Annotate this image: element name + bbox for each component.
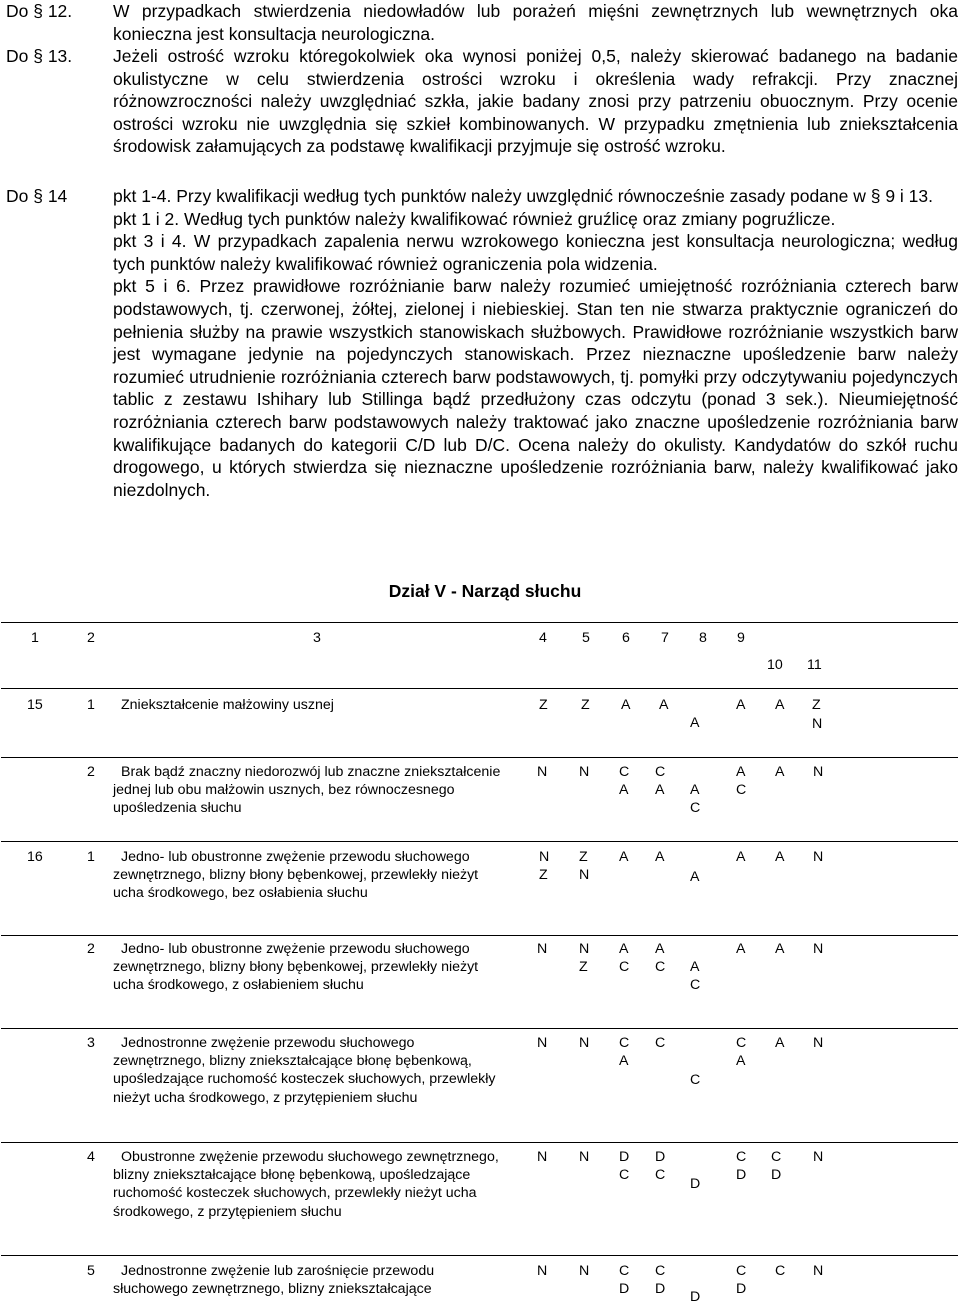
- cat-cell: A: [621, 697, 631, 713]
- cat-cell: Z N: [812, 697, 823, 732]
- cat-cell: D: [690, 1289, 701, 1305]
- cat-cell: N Z: [579, 941, 590, 976]
- note-label: Do § 12.: [6, 1, 73, 21]
- header-cell: 5: [582, 630, 590, 646]
- cat-cell: N: [813, 1263, 824, 1279]
- cat-cell: N: [579, 1149, 590, 1165]
- table-border: [1, 935, 958, 936]
- cat-cell: A: [655, 849, 665, 865]
- note-label: Do § 14: [6, 186, 68, 206]
- header-cell: 1: [31, 630, 39, 646]
- cat-cell: N: [579, 764, 590, 780]
- cat-cell: A: [736, 849, 746, 865]
- cat-cell: C A: [736, 1035, 747, 1070]
- cat-cell: Z N: [579, 849, 590, 884]
- header-cell: 11: [807, 657, 822, 673]
- cat-cell: A C: [619, 941, 630, 976]
- table-border: [1, 1255, 958, 1256]
- cat-cell: N: [537, 1263, 548, 1279]
- row-subnumber: 3: [87, 1035, 95, 1051]
- cat-cell: N: [537, 941, 548, 957]
- cat-cell: N: [579, 1263, 590, 1279]
- note-paragraph: pkt 1-4. Przy kwalifikacji według tych punktów należy uwzględnić równocześnie zasady podane w § 9 i 13.: [113, 186, 934, 206]
- cat-cell: N Z: [539, 849, 550, 884]
- cat-cell: A: [736, 941, 746, 957]
- cat-cell: A: [775, 697, 785, 713]
- cat-cell: C A: [619, 764, 630, 799]
- table-border: [1, 622, 958, 623]
- cat-cell: A C: [690, 959, 701, 994]
- cat-cell: A: [775, 764, 785, 780]
- row-subnumber: 2: [87, 941, 95, 957]
- table-border: [1, 1142, 958, 1143]
- row-description: Zniekształcenie małżowiny usznej: [121, 697, 334, 713]
- cat-cell: N: [813, 1035, 824, 1051]
- cat-cell: C: [690, 1072, 701, 1088]
- header-cell: 4: [539, 630, 547, 646]
- row-subnumber: 2: [87, 764, 95, 780]
- cat-cell: D: [690, 1176, 701, 1192]
- cat-cell: A C: [690, 782, 701, 817]
- row-description: Jedno- lub obustronne zwężenie przewodu słuchowego zewnętrznego, blizny błony bębenkowej, przewlekły nieżyt ucha środkowego, bez osłabienia słuchu: [113, 849, 479, 902]
- cat-cell: C D: [655, 1263, 666, 1298]
- row-description: Brak bądź znaczny niedorozwój lub znaczne zniekształcenie jednej lub obu małżowin usznych, bez równoczesnego upośledzenia słuchu: [113, 764, 501, 817]
- cat-cell: N: [537, 764, 548, 780]
- cat-cell: A: [775, 849, 785, 865]
- cat-cell: C A: [619, 1035, 630, 1070]
- cat-cell: C D: [771, 1149, 782, 1184]
- cat-cell: A: [736, 697, 746, 713]
- table-border: [1, 1028, 958, 1029]
- cat-cell: A: [619, 849, 629, 865]
- cat-cell: A C: [655, 941, 666, 976]
- cat-cell: C D: [736, 1149, 747, 1184]
- row-subnumber: 4: [87, 1149, 95, 1165]
- cat-cell: C A: [655, 764, 666, 799]
- note-text: W przypadkach stwierdzenia niedowładów lub porażeń mięśni zewnętrznych lub wewnętrznych oka konieczna jest konsultacja neurologiczna.: [113, 1, 958, 44]
- cat-cell: N: [813, 764, 824, 780]
- cat-cell: Z: [581, 697, 590, 713]
- cat-cell: Z: [539, 697, 548, 713]
- cat-cell: N: [579, 1035, 590, 1051]
- header-cell: 8: [699, 630, 707, 646]
- section-title: Dział V - Narząd słuchu: [388, 581, 582, 601]
- note-text: [113, 185, 958, 501]
- note-text: Jeżeli ostrość wzroku któregokolwiek oka wynosi poniżej 0,5, należy skierować badanego na badanie okulistyczne w celu stwierdzenia ostrości wzroku i określenia wady refrakcji. Przy znacznej różnowzroczności należy uwzględniać szkła, jakie badany znosi przy patrzeniu obuocznym. Przy ocenie ostrości wzroku nie uwzględnia się szkieł kombinowanych. W przypadku zmętnienia lub zniekształcenia środowisk załamujących za podstawę kwalifikacji przyjmuje się ostrość wzroku.: [113, 46, 958, 157]
- header-cell: 7: [661, 630, 669, 646]
- cat-cell: A: [775, 1035, 785, 1051]
- cat-cell: C: [775, 1263, 786, 1279]
- cat-cell: A: [659, 697, 669, 713]
- note-label: Do § 13.: [6, 46, 73, 66]
- header-cell: 3: [313, 630, 321, 646]
- header-cell: 6: [622, 630, 630, 646]
- row-number: 15: [27, 697, 43, 713]
- cat-cell: N: [537, 1149, 548, 1165]
- table-border: [1, 688, 958, 689]
- cat-cell: C: [655, 1035, 666, 1051]
- cat-cell: C D: [619, 1263, 630, 1298]
- cat-cell: N: [813, 941, 824, 957]
- header-cell: 9: [737, 630, 745, 646]
- cat-cell: A: [690, 869, 700, 885]
- cat-cell: A C: [736, 764, 747, 799]
- row-subnumber: 5: [87, 1263, 95, 1279]
- row-description: Jedno- lub obustronne zwężenie przewodu słuchowego zewnętrznego, blizny błony bębenkowej, przewlekły nieżyt ucha środkowego, z osłabieniem słuchu: [113, 941, 479, 994]
- cat-cell: A: [775, 941, 785, 957]
- header-cell: 2: [87, 630, 95, 646]
- table-border: [1, 757, 958, 758]
- row-description: Jednostronne zwężenie lub zarośnięcie przewodu słuchowego zewnętrznego, blizny zniekształcające: [113, 1263, 435, 1298]
- header-cell: 10: [767, 657, 783, 673]
- row-subnumber: 1: [87, 697, 95, 713]
- cat-cell: N: [813, 849, 824, 865]
- cat-cell: N: [537, 1035, 548, 1051]
- table-border: [1, 841, 958, 842]
- cat-cell: D C: [619, 1149, 630, 1184]
- row-subnumber: 1: [87, 849, 95, 865]
- note-paragraph: pkt 5 i 6. Przez prawidłowe rozróżnianie barw należy rozumieć umiejętność rozróżniania czterech barw podstawowych, tj. czerwonej, żółtej, zielonej i niebieskiej. Stan ten nie stwarza praktycznie ograniczeń do pełnienia służby na prawie wszystkich stanowiskach służbowych. Prawidłowe rozróżnianie wszystkich barw jest wymagane jedynie na pojedynczych stanowiskach. Przez nieznaczne upośledzenie barw należy rozumieć utrudnienie rozróżniania czterech barw podstawowych, tj. pomyłki przy odczytywaniu pojedynczych tablic z zestawu Ishihary lub Stillinga bądź przedłużony czas odczytu (ponad 3 sek.). Nieumiejętność rozróżniania czterech barw podstawowych należy traktować jako znaczne upośledzenie rozróżniania barw kwalifikujące badanych do kategorii C/D lub D/C. Ocena należy do okulisty. Kandydatów do szkół ruchu drogowego, u których stwierdza się nieznaczne upośledzenie rozróżniania barw, należy kwalifikować jako niezdolnych.: [113, 276, 958, 500]
- row-number: 16: [27, 849, 43, 865]
- row-description: Obustronne zwężenie przewodu słuchowego zewnętrznego, blizny zniekształcające błonę bębenkową, upośledzające ruchomość kosteczek słuchowych, przewlekły nieżyt ucha środkowego, z przytępieniem słuchu: [113, 1149, 499, 1220]
- note-paragraph: pkt 3 i 4. W przypadkach zapalenia nerwu wzrokowego konieczna jest konsultacja neurologiczna; według tych punktów należy kwalifikować również ograniczenia pola widzenia.: [113, 231, 958, 274]
- row-description: Jednostronne zwężenie przewodu słuchowego zewnętrznego, blizny zniekształcające błonę bębenkową, upośledzające ruchomość kosteczek słuchowych, przewlekły nieżyt ucha środkowego, z przytępieniem słuchu: [113, 1035, 496, 1106]
- note-paragraph: pkt 1 i 2. Według tych punktów należy kwalifikować również gruźlicę oraz zmiany pogruźlicze.: [113, 208, 836, 229]
- cat-cell: A: [690, 715, 700, 731]
- cat-cell: C D: [736, 1263, 747, 1298]
- cat-cell: D C: [655, 1149, 666, 1184]
- cat-cell: N: [813, 1149, 824, 1165]
